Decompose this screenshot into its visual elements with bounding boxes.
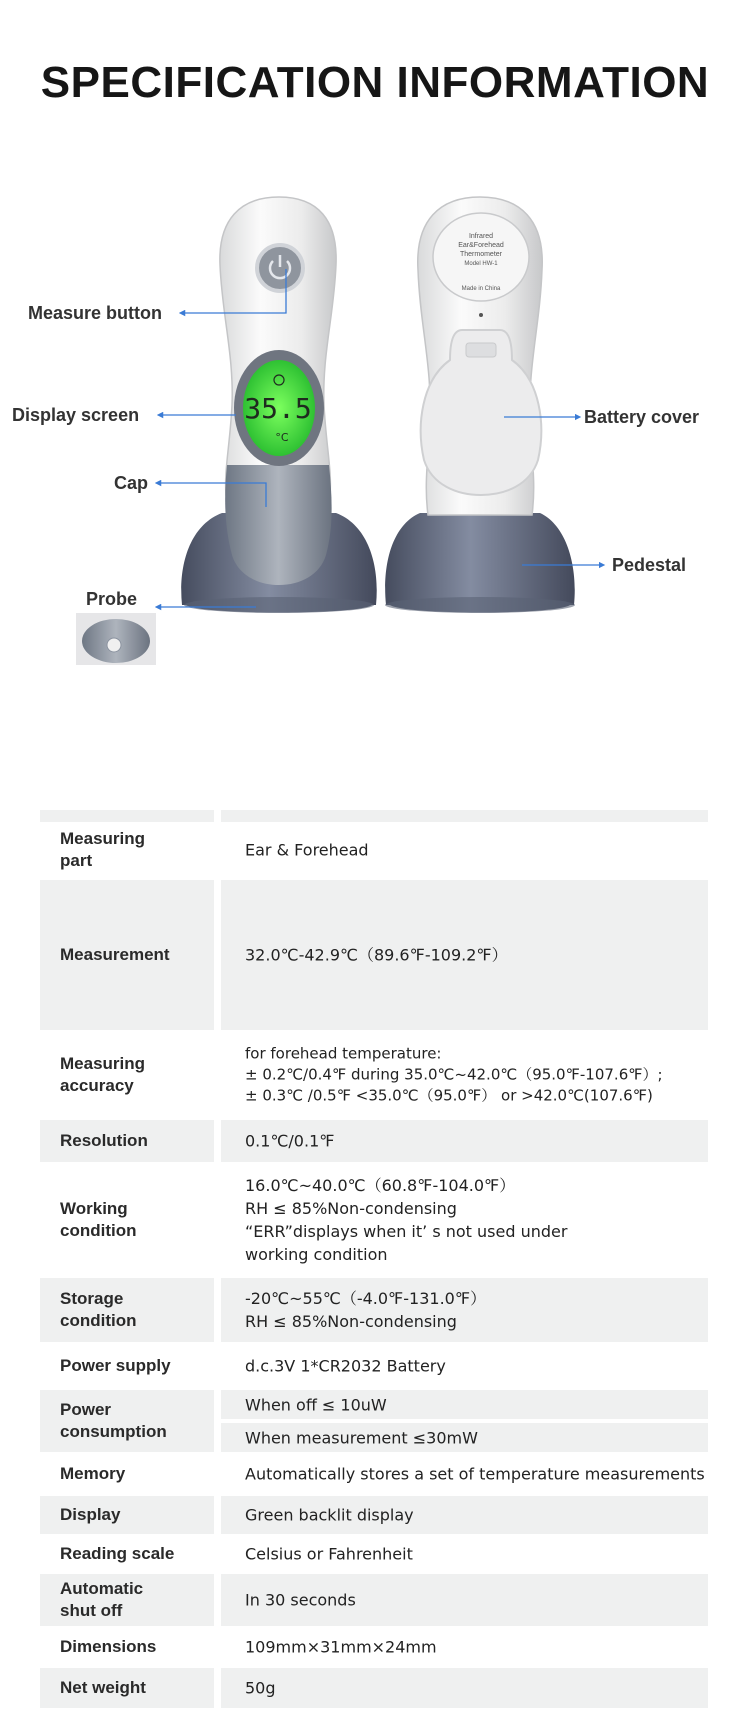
spec-label: Storage condition (60, 1289, 137, 1330)
spec-table-top-strip (40, 810, 708, 822)
spec-row-memory (40, 1456, 708, 1492)
spec-value: -20℃~55℃（-4.0℉-131.0℉） RH ≤ 85%Non-condensing (245, 1289, 487, 1331)
thermometer-front (181, 197, 376, 613)
spec-row-dimensions (40, 1630, 708, 1664)
spec-value: Ear & Forehead (245, 840, 369, 860)
spec-value: 109mm×31mm×24mm (245, 1637, 437, 1657)
spec-value-2: When measurement ≤30mW (245, 1428, 478, 1447)
spec-row-measuring-accuracy (40, 1034, 708, 1116)
screen-unit: °C (275, 431, 289, 444)
spec-label: Power supply (60, 1356, 171, 1375)
spec-row-display (40, 1496, 708, 1534)
spec-row-power-supply (40, 1346, 708, 1386)
spec-value: 0.1℃/0.1℉ (245, 1131, 335, 1151)
spec-label: Automatic shut off (60, 1579, 144, 1620)
spec-row-reading-scale (40, 1538, 708, 1570)
page-title: SPECIFICATION INFORMATION (40, 58, 710, 107)
spec-value: 16.0℃~40.0℃（60.8℉-104.0℉） RH ≤ 85%Non-condensing “ERR”displays when it’ s not used under working condition (245, 1176, 568, 1264)
back-label-line-4: Model HW-1 (464, 261, 498, 267)
spec-label: Net weight (60, 1678, 146, 1697)
spec-row-working-condition (40, 1166, 708, 1274)
spec-row-power-consumption (40, 1390, 708, 1452)
spec-label: Power consumption (60, 1400, 167, 1441)
spec-row-automatic-shut-off (40, 1574, 708, 1626)
thermometer-back (385, 197, 575, 613)
back-label-line-5: Made in China (461, 286, 501, 292)
spec-label: Reading scale (60, 1544, 175, 1563)
spec-label: Resolution (60, 1131, 148, 1150)
spec-row-measurement (40, 880, 708, 1030)
spec-value: 32.0℃-42.9℃（89.6℉-109.2℉） (245, 945, 508, 965)
spec-value: Green backlit display (245, 1505, 414, 1525)
screen-reading: 35.5 (244, 392, 312, 425)
probe-thumbnail (76, 613, 156, 665)
callout-pedestal: Pedestal (612, 555, 687, 575)
spec-label: Working condition (60, 1199, 137, 1240)
spec-value: for forehead temperature: ± 0.2℃/0.4℉ during 35.0℃~42.0℃（95.0℉-107.6℉）; ± 0.3℃ /0.5℉ <35.0℃（95.0℉） or >42.0℃(107.6℉) (245, 1044, 663, 1105)
spec-value: Celsius or Fahrenheit (245, 1544, 413, 1564)
spec-value: 50g (245, 1678, 276, 1698)
back-label-line-1: Infrared (468, 233, 494, 240)
callout-display-screen: Display screen (12, 405, 140, 425)
measure-button[interactable] (257, 245, 303, 291)
spec-value: d.c.3V 1*CR2032 Battery (245, 1356, 446, 1376)
spec-label: Measuring part (60, 829, 146, 870)
spec-value-cell-measurement (221, 1423, 708, 1452)
spec-row-measuring-part (40, 824, 708, 876)
spec-value: Automatically stores a set of temperature measurements (245, 1464, 705, 1484)
spec-row-resolution (40, 1120, 708, 1162)
spec-label: Measuring accuracy (60, 1054, 146, 1095)
callout-measure-button: Measure button (28, 303, 163, 323)
back-label-line-3: Thermometer (459, 251, 503, 258)
spec-label: Display (60, 1505, 121, 1524)
callout-probe: Probe (86, 589, 138, 609)
spec-value: When off ≤ 10uW (245, 1395, 387, 1414)
callout-battery-cover: Battery cover (584, 407, 700, 427)
spec-label: Memory (60, 1464, 126, 1483)
back-label-line-2: Ear&Forehead (458, 242, 504, 249)
product-diagram (0, 195, 750, 755)
spec-label: Dimensions (60, 1637, 157, 1656)
spec-value: In 30 seconds (245, 1590, 356, 1610)
spec-row-net-weight (40, 1668, 708, 1708)
spec-row-storage-condition (40, 1278, 708, 1342)
spec-label: Measurement (60, 945, 170, 964)
spec-value-cell-off (221, 1390, 708, 1419)
callout-cap: Cap (114, 473, 149, 493)
